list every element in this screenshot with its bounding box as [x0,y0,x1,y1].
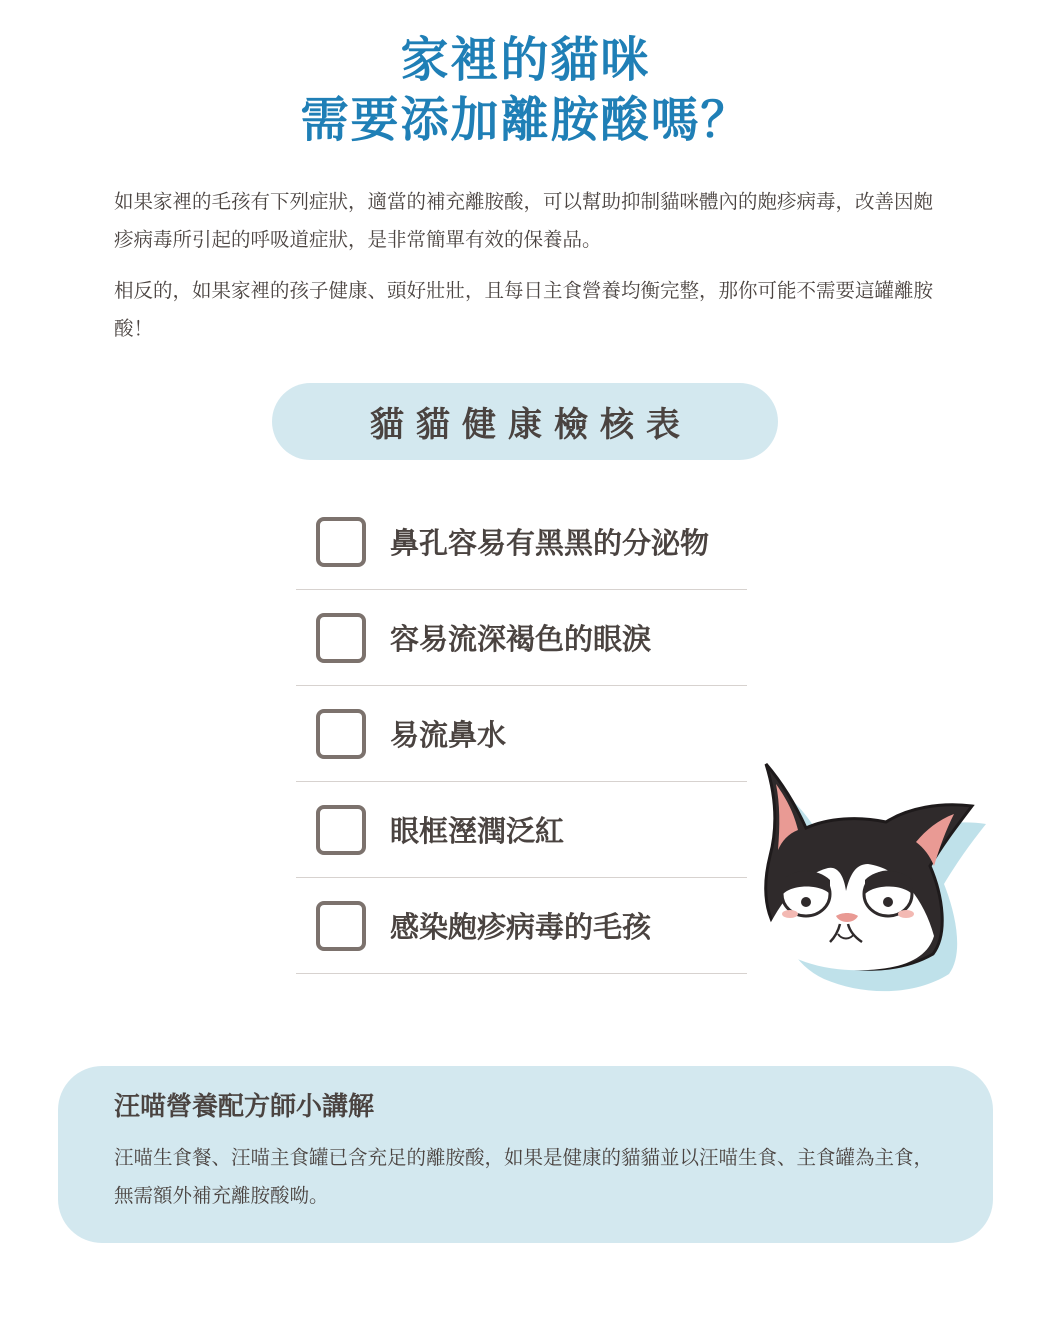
checkbox[interactable] [316,613,366,663]
checklist-item[interactable] [296,782,747,878]
checklist-item-label: 容易流深褐色的眼淚 [390,622,652,656]
checklist-item-label: 鼻孔容易有黑黑的分泌物 [390,526,710,560]
checklist-item-label: 易流鼻水 [390,718,507,752]
checkbox[interactable] [316,805,366,855]
checklist-item-label: 眼框溼潤泛紅 [390,814,565,848]
checkbox[interactable] [316,709,366,759]
page-title [0,30,1051,150]
checklist-item-label: 感染皰疹病毒的毛孩 [390,910,652,944]
tip-title: 汪喵營養配方師小講解 [114,1092,375,1122]
page-title-line1: 家裡的貓咪 [400,32,651,88]
checklist-item[interactable] [296,494,747,590]
checklist-item[interactable] [296,686,747,782]
checklist-item[interactable] [296,590,747,686]
checkbox[interactable] [316,517,366,567]
page-title-line2: 需要添加離胺酸嗎？ [300,92,751,148]
intro-paragraph-2: 相反的，如果家裡的孩子健康、頭好壯壯，且每日主食營養均衡完整，那你可能不需要這罐離胺酸！ [114,279,934,340]
tip-body: 汪喵生食餐、汪喵主食罐已含充足的離胺酸，如果是健康的貓貓並以汪喵生食、主食罐為主食，無需額外補充離胺酸呦。 [114,1146,934,1207]
intro-paragraph-1: 如果家裡的毛孩有下列症狀，適當的補充離胺酸，可以幫助抑制貓咪體內的皰疹病毒，改善因皰疹病毒所引起的呼吸道症狀，是非常簡單有效的保養品。 [114,190,934,251]
checkbox[interactable] [316,901,366,951]
nutritionist-tip-panel [58,1066,993,1243]
sleepy-cat-face-icon [758,756,988,996]
health-checklist [296,494,747,974]
checklist-heading-pill [272,383,778,460]
checklist-heading: 貓貓健康檢核表 [370,405,692,445]
checklist-item[interactable] [296,878,747,974]
